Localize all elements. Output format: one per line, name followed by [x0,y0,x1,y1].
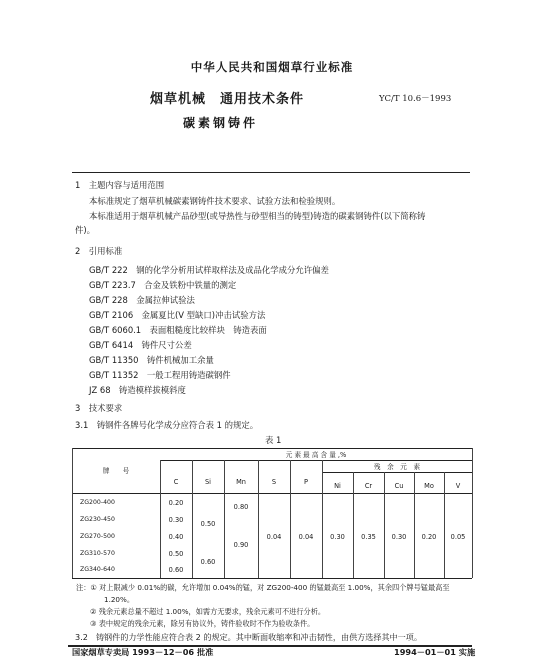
section-3-heading: 3 技术要求 [75,403,123,413]
table-cell-cr: 0.35 [361,533,376,541]
clause-3-1: 3.1 铸钢件各牌号化学成分应符合表 1 的规定。 [75,420,259,430]
table-row-grade: ZG270-500 [80,533,115,540]
table-cell-c: 0.20 [168,499,184,507]
section-1-paragraph-2-cont: 件)。 [75,225,96,235]
table-cell-cu: 0.30 [391,533,407,541]
table-header-c: C [173,478,179,486]
table-header-grade: 牌 号 [102,467,130,475]
reference-item: GB/T 11352 一般工程用铸造碳钢件 [89,370,231,380]
table-header-cu: Cu [394,482,404,490]
footer-effective-date: 1994－01－01 实施 [394,647,476,657]
table-header-residual: 残 余 元 素 [373,463,421,471]
table-header-ni: Ni [334,482,341,490]
reference-item: GB/T 223.7 合金及铁粉中铁量的测定 [89,280,237,290]
table-cell-v: 0.05 [450,533,466,541]
table-cell-ni: 0.30 [330,533,345,541]
table-header-s: S [271,478,277,486]
table-note-2: ② 残余元素总量不超过 1.00%，如需方无要求，残余元素可不进行分析。 [90,607,326,616]
table-cell-si: 0.50 [200,520,216,528]
table-header-cr: Cr [364,482,373,490]
standard-body-header: 中华人民共和国烟草行业标准 [190,60,354,74]
reference-item: GB/T 228 金属拉伸试验法 [89,295,195,305]
section-1-paragraph-2: 本标准适用于烟草机械产品砂型(或导热性与砂型相当的铸型)铸造的碳素钢铸件(以下简称铸 [89,211,426,221]
section-1-heading: 1 主题内容与适用范围 [75,180,165,190]
reference-item: GB/T 11350 铸件机械加工余量 [89,355,214,365]
section-2-heading: 2 引用标准 [75,246,123,256]
table-header-max-content: 元 素 最 高 含 量 ,% [285,451,347,459]
table-cell-c: 0.30 [168,516,184,524]
table-header-mo: Mo [424,482,434,490]
table-note-3: ③ 表中规定的残余元素，除另有协议外，铸件验收时不作为验收条件。 [90,619,315,628]
table-note-1-cont: 1.20%。 [104,595,135,604]
table-header-p: P [304,478,308,486]
footer-issuer: 国家烟草专卖局 1993－12－06 批准 [72,647,214,657]
table-cell-s: 0.04 [266,533,282,541]
table-cell-c: 0.50 [168,550,184,558]
standard-code: YC/T 10.6－1993 [379,94,452,104]
table-header-mn: Mn [236,478,246,486]
table-caption: 表 1 [265,435,282,445]
table-cell-c: 0.60 [168,566,184,574]
reference-item: GB/T 6060.1 表面粗糙度比较样块 铸造表面 [89,325,267,335]
table-row-grade: ZG310-570 [80,550,115,557]
reference-item: GB/T 2106 金属夏比(V 型缺口)冲击试验方法 [89,310,266,320]
table-note-1: 注：① 对上限减少 0.01%的碳，允许增加 0.04%的锰，对 ZG200-400 的锰最高至 1.00%，其余四个牌号锰最高至 [76,583,450,592]
reference-item: GB/T 222 钢的化学分析用试样取样法及成品化学成分允许偏差 [89,265,329,275]
reference-item: GB/T 6414 铸件尺寸公差 [89,340,192,350]
table-cell-p: 0.04 [298,533,314,541]
table-row-grade: ZG200-400 [80,499,115,506]
table-cell-si: 0.60 [200,558,216,566]
table-cell-c: 0.40 [168,533,184,541]
reference-item: JZ 68 铸造模样拔模斜度 [89,385,186,395]
table-header-si: Si [204,478,212,486]
document-title-line2: 碳素钢铸件 [183,116,259,130]
table-cell-mn: 0.90 [233,541,249,549]
clause-3-2: 3.2 铸钢件的力学性能应符合表 2 的规定。其中断面收缩率和冲击韧性，由供方选择其中一项。 [75,632,422,642]
document-title-line1: 烟草机械 通用技术条件 [150,92,305,107]
section-1-paragraph-1: 本标准规定了烟草机械碳素钢铸件技术要求、试验方法和检验规则。 [89,196,341,206]
table-header-v: V [455,482,461,490]
table-row-grade: ZG340-640 [80,566,115,573]
table-cell-mn: 0.80 [233,503,249,511]
table-cell-mo: 0.20 [421,533,437,541]
table-row-grade: ZG230-450 [80,516,115,523]
